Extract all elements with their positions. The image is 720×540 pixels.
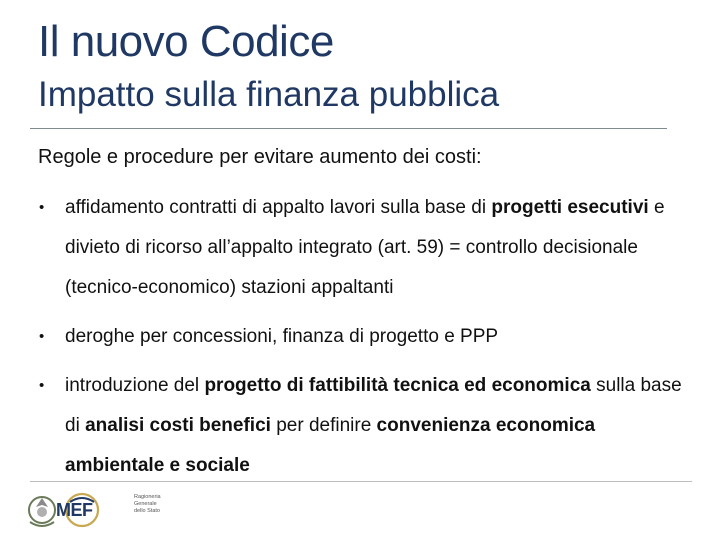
intro-text: Regole e procedure per evitare aumento dei costi: [38,146,482,168]
bullet-item-2 [65,317,685,357]
footer-divider [30,481,692,482]
slide-title: Il nuovo Codice [38,17,334,66]
text-segment: e divieto di ricorso all’appalto integrato (art. 59) = controllo decisionale (tecnico-economico) stazioni appaltanti [65,197,665,298]
bold-text-segment: convenienza economica ambientale e sociale [65,415,596,476]
rgs-line: dello Stato [134,508,160,514]
bullet-item-1 [65,188,685,308]
title-divider [30,128,667,129]
text-segment: sulla base di [65,375,682,436]
bold-text-segment: analisi costi benefici [85,415,271,436]
footer-logos [26,490,226,530]
bold-text-segment: progetti esecutivi [491,197,649,218]
bullet-item-3 [65,366,685,486]
text-segment: per definire [270,415,377,436]
text-segment: affidamento contratti di appalto lavori sulla base di [65,197,492,218]
bold-text-segment: progetto di fattibilità tecnica ed economica [204,375,591,396]
mef-logo-text: MEF [56,500,93,520]
slide-subtitle: Impatto sulla finanza pubblica [38,75,500,114]
rgs-logo-text [134,494,161,515]
italian-emblem-icon [26,492,58,528]
bullet-list [65,188,685,495]
text-segment: introduzione del [65,375,205,396]
text-segment: deroghe per concessioni, finanza di progetto e PPP [65,326,499,347]
rgs-line: Ragioneria [134,494,161,500]
rgs-line: Generale [134,501,157,507]
